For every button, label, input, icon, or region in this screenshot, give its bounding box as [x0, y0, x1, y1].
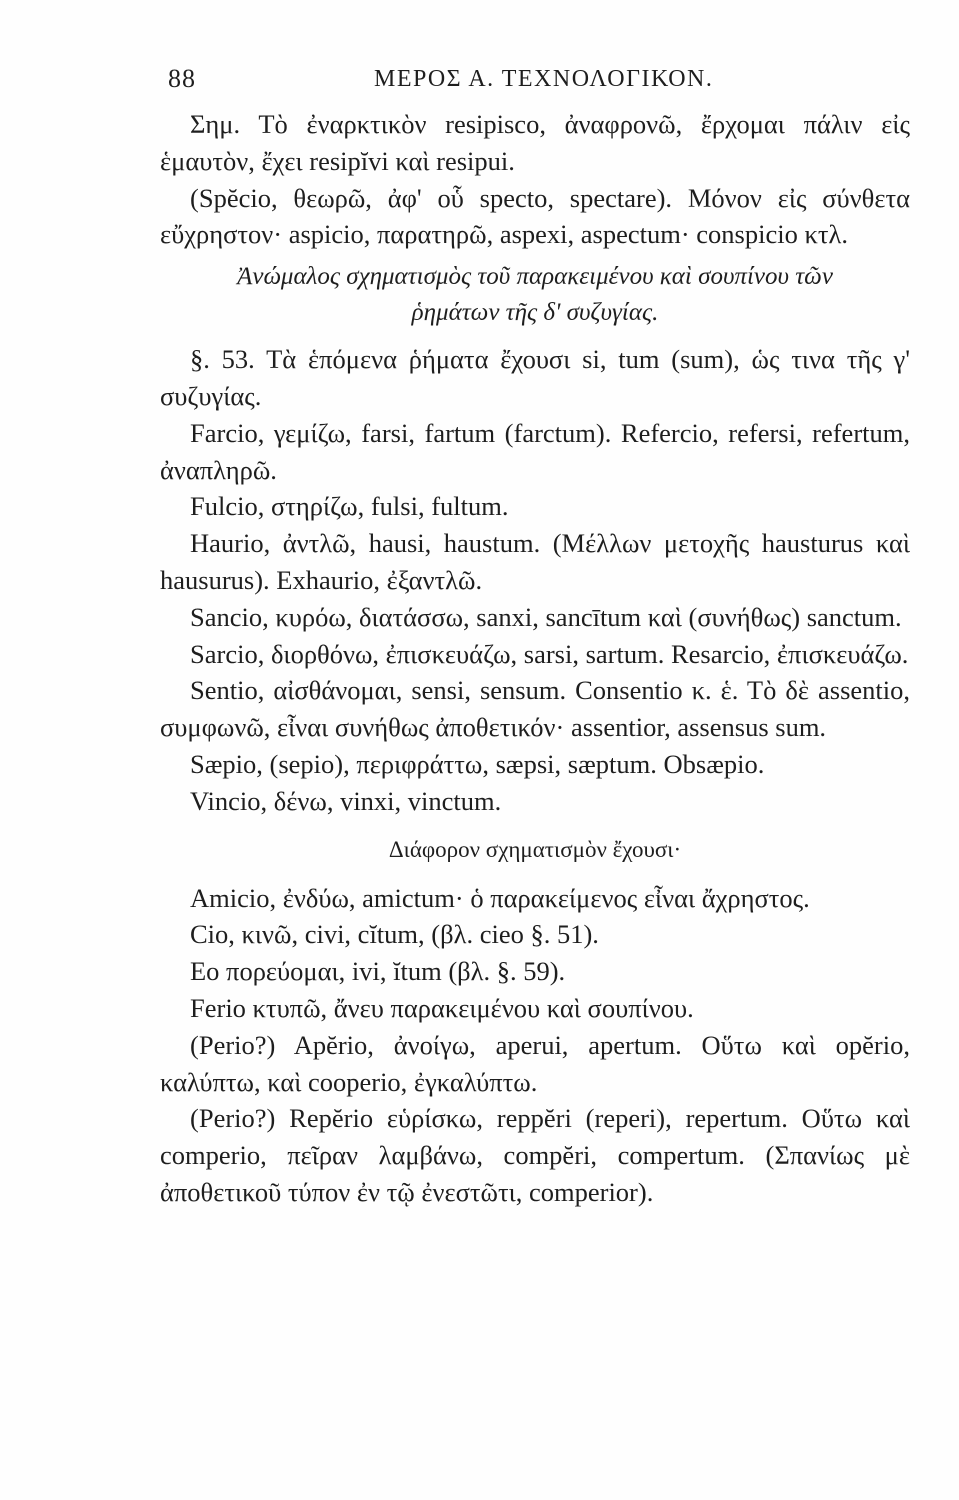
- paragraph: Vincio, δένω, vinxi, vinctum.: [190, 785, 502, 816]
- paragraph: Eo πορεύομαι, ivi, ĭtum (βλ. §. 59).: [190, 956, 566, 987]
- paragraph: (Spĕcio, θεωρῶ, ἀφ' οὗ specto, spectare). Μόνον εἰς σύνθετα εὔχρηστον· aspicio, παρατηρῶ, aspexi, aspectum· conspicio κτλ.: [160, 182, 910, 250]
- paragraph: §. 53. Τὰ ἑπόμενα ῥήματα ἔχουσι si, tum (sum), ὡς τινα τῆς γ' συζυγίας.: [160, 344, 910, 411]
- section-title: Ἀνώμαλος σχηματισμὸς τοῦ παρακειμένου καὶ σουπίνου τῶν ῥημάτων τῆς δ' συζυγίας.: [237, 263, 833, 327]
- paragraph: Σημ. Τὸ ἐναρκτικὸν resipisco, ἀναφρονῶ, ἔρχομαι πάλιν εἰς ἑμαυτὸν, ἔχει resipĭvi καὶ resipui.: [160, 109, 910, 176]
- paragraph: Ferio κτυπῶ, ἄνευ παρακειμένου καὶ σουπίνου.: [190, 992, 694, 1023]
- paragraph: Sentio, αἰσθάνομαι, sensi, sensum. Consentio κ. ἑ. Τὸ δὲ assentio, συμφωνῶ, εἶναι συνήθως ἀποθετικόν· assentior, assensus sum.: [160, 675, 910, 743]
- paragraph: Sancio, κυρόω, διατάσσω, sanxi, sancītum καὶ (συνήθως) sanctum.: [190, 601, 902, 632]
- paragraph: Fulcio, στηρίζω, fulsi, fultum.: [190, 491, 509, 522]
- paragraph: Cio, κινῶ, civi, cĭtum, (βλ. cieo §. 51).: [190, 919, 599, 950]
- paragraph: (Perio?) Apĕrio, ἀνοίγω, aperui, apertum. Οὕτω καὶ opĕrio, καλύπτω, καὶ cooperio, ἐγκαλύπτω.: [160, 1029, 910, 1097]
- page-number: 88: [168, 64, 196, 93]
- paragraph: Sarcio, διορθόνω, ἐπισκευάζω, sarsi, sartum. Resarcio, ἐπισκευάζω.: [190, 638, 909, 669]
- paragraph: Haurio, ἀντλῶ, hausi, haustum. (Μέλλων μετοχῆς hausturus καὶ hausurus). Exhaurio, ἐξαντλῶ.: [160, 528, 910, 595]
- subsection-heading: Διάφορον σχηματισμὸν ἔχουσι·: [388, 836, 682, 862]
- page-header: [168, 64, 898, 104]
- paragraph: Farcio, γεμίζω, farsi, fartum (farctum). Refercio, refersi, refertum, ἀναπληρῶ.: [160, 417, 910, 485]
- page-body: [160, 106, 910, 1211]
- paragraph: Sæpio, (sepio), περιφράττω, sæpsi, sæptum. Obsæpio.: [190, 748, 765, 779]
- paragraph: (Perio?) Repĕrio εὑρίσκω, reppĕri (reperi), repertum. Οὕτω καὶ comperio, πεῖραν λαμβάνω, compĕri, compertum. (Σπανίως μὲ ἀποθετικοῦ τύπον ἐν τῷ ἐνεστῶτι, comperior).: [160, 1103, 910, 1207]
- running-head: ΜΕΡΟΣ Α. ΤΕΧΝΟΛΟΓΙΚΟΝ.: [374, 66, 714, 92]
- paragraph: Amicio, ἐνδύω, amictum· ὁ παρακείμενος εἶναι ἄχρηστος.: [190, 882, 810, 913]
